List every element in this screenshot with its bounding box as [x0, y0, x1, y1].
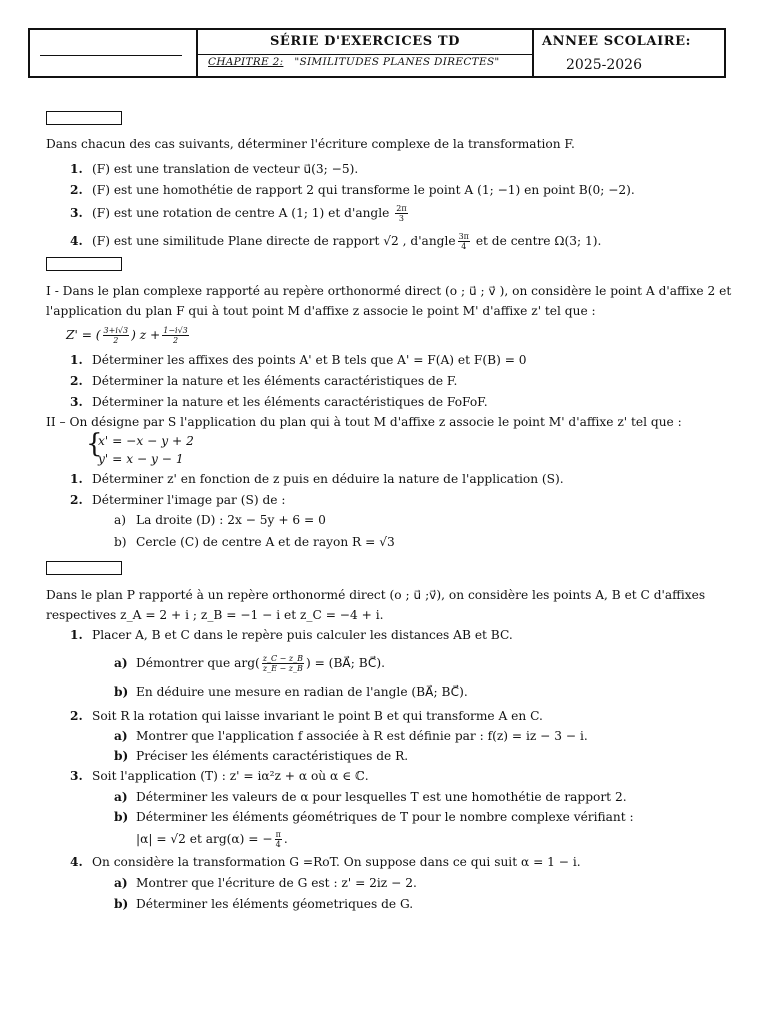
year-label: ANNEE SCOLAIRE: — [542, 34, 692, 49]
item-number: 4. — [70, 855, 83, 869]
item-text: (F) est une translation de vecteur u⃗(3; −5). — [92, 162, 359, 176]
fraction-bottom: 4 — [461, 242, 467, 251]
ex3-q3a — [114, 789, 627, 805]
ex3-q1 — [70, 627, 513, 643]
item-text: Déterminer l'image par (S) de : — [92, 493, 286, 507]
ex3-q2 — [70, 708, 543, 724]
exercise-2-label-box — [46, 257, 122, 271]
ex2-q3 — [70, 394, 488, 410]
ex1-item-2 — [70, 182, 635, 198]
item-number: 3. — [70, 206, 83, 220]
ex3-intro-line-1: Dans le plan P rapporté à un repère orthonormé direct (o ; u⃗ ;v⃗), on considère les points A, B et C d'affixes — [46, 588, 706, 602]
system-brace: { — [86, 429, 103, 459]
ex3-q3b — [114, 809, 634, 825]
fraction-bottom: 4 — [275, 840, 281, 849]
fraction — [395, 204, 407, 223]
item-text: et de centre Ω(3; 1). — [471, 234, 602, 248]
ex2-ii-q2 — [70, 492, 286, 508]
fraction-bottom: 3 — [398, 214, 404, 223]
ex2-ii-q2a — [114, 512, 326, 528]
sub-item-letter: a) — [114, 790, 128, 804]
fraction — [262, 654, 304, 673]
ex3-q2b — [114, 748, 408, 764]
header-table — [28, 28, 726, 78]
item-text: En déduire une mesure en radian de l'angle (BA⃗; BC⃗). — [136, 685, 468, 699]
ex1-item-1 — [70, 161, 358, 177]
item-text: Déterminer les valeurs de α pour lesquelles T est une homothétie de rapport 2. — [136, 790, 627, 804]
sub-item-letter: a) — [114, 513, 127, 527]
sub-item-letter: b) — [114, 535, 127, 549]
ex3-intro-line-2: respectives z_A = 2 + i ; z_B = −1 − i et z_C = −4 + i. — [46, 608, 384, 622]
item-number: 4. — [70, 234, 83, 248]
ex2-intro-line-1: I - Dans le plan complexe rapporté au repère orthonormé direct (o ; u⃗ ; v⃗ ), on considère le point A d'affixe 2 et — [46, 284, 732, 298]
item-text: Déterminer la nature et les éléments caractéristiques de FoFoF. — [92, 395, 488, 409]
fraction — [162, 326, 189, 345]
item-number: 1. — [70, 353, 83, 367]
exercise-3-label-box — [46, 561, 122, 575]
year-value: 2025-2026 — [566, 57, 642, 73]
fraction — [275, 830, 282, 849]
item-text: La droite (D) : 2x − 5y + 6 = 0 — [136, 513, 326, 527]
header-name-cell — [30, 30, 198, 76]
item-number: 1. — [70, 162, 83, 176]
exercise-1-label-box — [46, 111, 122, 125]
ex2-ii-q1 — [70, 471, 564, 487]
name-blank-line — [40, 55, 182, 56]
sub-item-letter: a) — [114, 729, 128, 743]
item-text: |α| = √2 et arg(α) = − — [136, 832, 273, 846]
item-text: Déterminer z' en fonction de z puis en déduire la nature de l'application (S). — [92, 472, 564, 486]
header-title-cell — [198, 30, 534, 76]
item-text: Soit R la rotation qui laisse invariant le point B et qui transforme A en C. — [92, 709, 543, 723]
fraction — [458, 232, 470, 251]
item-text: ) = (BA⃗; BC⃗). — [305, 656, 386, 670]
ex2-q1 — [70, 352, 527, 368]
ex2-part-2-intro: II – On désigne par S l'application du plan qui à tout M d'affixe z associe le point M' d'affixe z' tel que : — [46, 415, 682, 429]
ex3-q2a — [114, 728, 588, 744]
item-number: 3. — [70, 395, 83, 409]
item-number: 1. — [70, 628, 83, 642]
fraction-bottom: 2 — [172, 336, 179, 345]
item-number: 3. — [70, 769, 83, 783]
chapter-title: "SIMILITUDES PLANES DIRECTES" — [294, 56, 500, 68]
formula-mid: ) z + — [131, 328, 161, 342]
item-text: Préciser les éléments caractéristiques de R. — [136, 749, 409, 763]
item-text: Placer A, B et C dans le repère puis calculer les distances AB et BC. — [92, 628, 513, 642]
item-text: Déterminer la nature et les éléments caractéristiques de F. — [92, 374, 458, 388]
sub-item-letter: b) — [114, 810, 129, 824]
ex3-q3 — [70, 768, 369, 784]
ex1-intro: Dans chacun des cas suivants, déterminer l'écriture complexe de la transformation F. — [46, 137, 575, 151]
fraction-top: 1−i√3 — [163, 326, 188, 335]
fraction-bottom: 2 — [113, 336, 119, 345]
sub-item-letter: a) — [114, 656, 128, 670]
item-text: Montrer que l'écriture de G est : z' = 2iz − 2. — [136, 876, 417, 890]
ex3-q4a — [114, 875, 417, 891]
fraction-top: 2π — [396, 204, 407, 213]
formula-lhs: Z' = ( — [66, 328, 101, 342]
item-text: Déterminer les éléments géométriques de T pour le nombre complexe vérifiant : — [136, 810, 634, 824]
item-text: (F) est une homothétie de rapport 2 qui transforme le point A (1; −1) en point B(0; −2). — [92, 183, 635, 197]
item-text: Démontrer que arg( — [136, 656, 260, 670]
item-text: (F) est une similitude Plane directe de rapport √2 , d'angle — [92, 234, 456, 248]
item-text: Déterminer les éléments géometriques de G. — [136, 897, 414, 911]
item-text: Cercle (C) de centre A et de rayon R = √3 — [136, 535, 395, 549]
title-separator — [198, 54, 532, 55]
fraction-top: z_C − z_B — [262, 654, 303, 663]
system-eq-1: x' = −x − y + 2 — [98, 434, 194, 448]
sub-item-letter: a) — [114, 876, 128, 890]
fraction-top: 3+i√3 — [103, 326, 129, 335]
fraction — [103, 326, 130, 345]
ex3-q4 — [70, 854, 581, 870]
system-eq-2: y' = x − y − 1 — [98, 452, 184, 466]
item-number: 2. — [70, 374, 83, 388]
item-text: Déterminer les affixes des points A' et B tels que A' = F(A) et F(B) = 0 — [92, 353, 527, 367]
item-number: 2. — [70, 183, 83, 197]
fraction-top: 3π — [458, 232, 469, 241]
ex2-intro-line-2: l'application du plan F qui à tout point M d'affixe z associe le point M' d'affixe z' tel que : — [46, 304, 596, 318]
sub-item-letter: b) — [114, 685, 129, 699]
ex3-q1a — [114, 654, 385, 673]
ex2-ii-q2b — [114, 534, 395, 550]
ex1-item-4 — [70, 232, 601, 251]
sub-item-letter: b) — [114, 897, 129, 911]
ex2-q2 — [70, 373, 457, 389]
fraction-top: π — [275, 830, 281, 839]
ex3-q1b — [114, 684, 468, 700]
sub-item-letter: b) — [114, 749, 129, 763]
item-text: On considère la transformation G =RoT. On suppose dans ce qui suit α = 1 − i. — [92, 855, 581, 869]
chapter-line — [208, 56, 500, 68]
item-number: 2. — [70, 709, 83, 723]
series-title: SÉRIE D'EXERCICES TD — [269, 34, 461, 49]
fraction-bottom: z_E − z_B — [262, 664, 303, 673]
item-text: (F) est une rotation de centre A (1; 1) et d'angle — [92, 206, 390, 220]
ex3-q4b — [114, 896, 413, 912]
item-number: 1. — [70, 472, 83, 486]
item-text: Soit l'application (T) : z' = iα²z + α où α ∈ ℂ. — [92, 769, 369, 783]
item-number: 2. — [70, 493, 83, 507]
ex2-formula — [66, 326, 191, 345]
chapter-label: CHAPITRE 2: — [208, 56, 284, 68]
ex1-item-3 — [70, 204, 410, 223]
item-text: Montrer que l'application f associée à R est définie par : f(z) = iz − 3 − i. — [136, 729, 588, 743]
header-year-cell — [534, 30, 724, 76]
ex3-q3b-condition: |α| = √2 et arg(α) = − $\frac{\pi}{4}$ . — [136, 830, 288, 849]
